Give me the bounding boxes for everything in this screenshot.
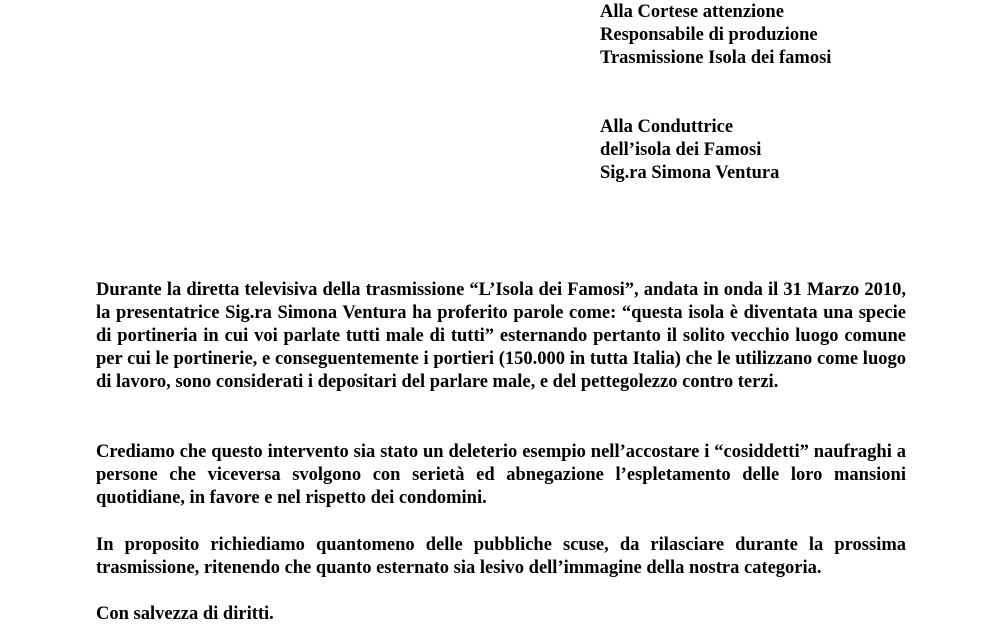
recipient-block-production	[600, 1, 831, 70]
recipient-line: Trasmissione Isola dei famosi	[600, 48, 832, 68]
recipient-line: Alla Cortese attenzione	[600, 2, 784, 22]
recipient-line: Responsabile di produzione	[600, 25, 818, 45]
recipient-line: Alla Conduttrice	[600, 117, 734, 137]
recipient-line: dell’isola dei Famosi	[600, 140, 762, 160]
recipient-line: Sig.ra Simona Ventura	[600, 163, 780, 183]
body-paragraph: Durante la diretta televisiva della trasmissione “L’Isola dei Famosi”, andata in onda il 31 Marzo 2010, la presentatrice Sig.ra Simona Ventura ha proferito parole come: “questa isola è diventata una specie di portineria in cui voi parlate tutti male di tutti” esternando pertanto il solito vecchio luogo comune per cui le portinerie, e conseguentemente i portieri (150.000 in tutta Italia) che le utilizzano come luogo di lavoro, sono considerati i depositari del parlare male, e del pettegolezzo contro terzi.	[96, 280, 906, 392]
closing-line: Con salvezza di diritti.	[96, 604, 274, 624]
body-paragraph: In proposito richiediamo quantomeno delle pubbliche scuse, da rilasciare durante la prossima trasmissione, ritenendo che quanto esternato sia lesivo dell’immagine della nostra categoria.	[96, 535, 906, 578]
body-paragraph: Crediamo che questo intervento sia stato un deleterio esempio nell’accostare i “cosiddetti” naufraghi a persone che viceversa svolgono con serietà ed abnegazione l’espletamento delle loro mansioni quotidiane, in favore e nel rispetto dei condomini.	[96, 442, 906, 508]
recipient-block-host	[600, 116, 779, 185]
